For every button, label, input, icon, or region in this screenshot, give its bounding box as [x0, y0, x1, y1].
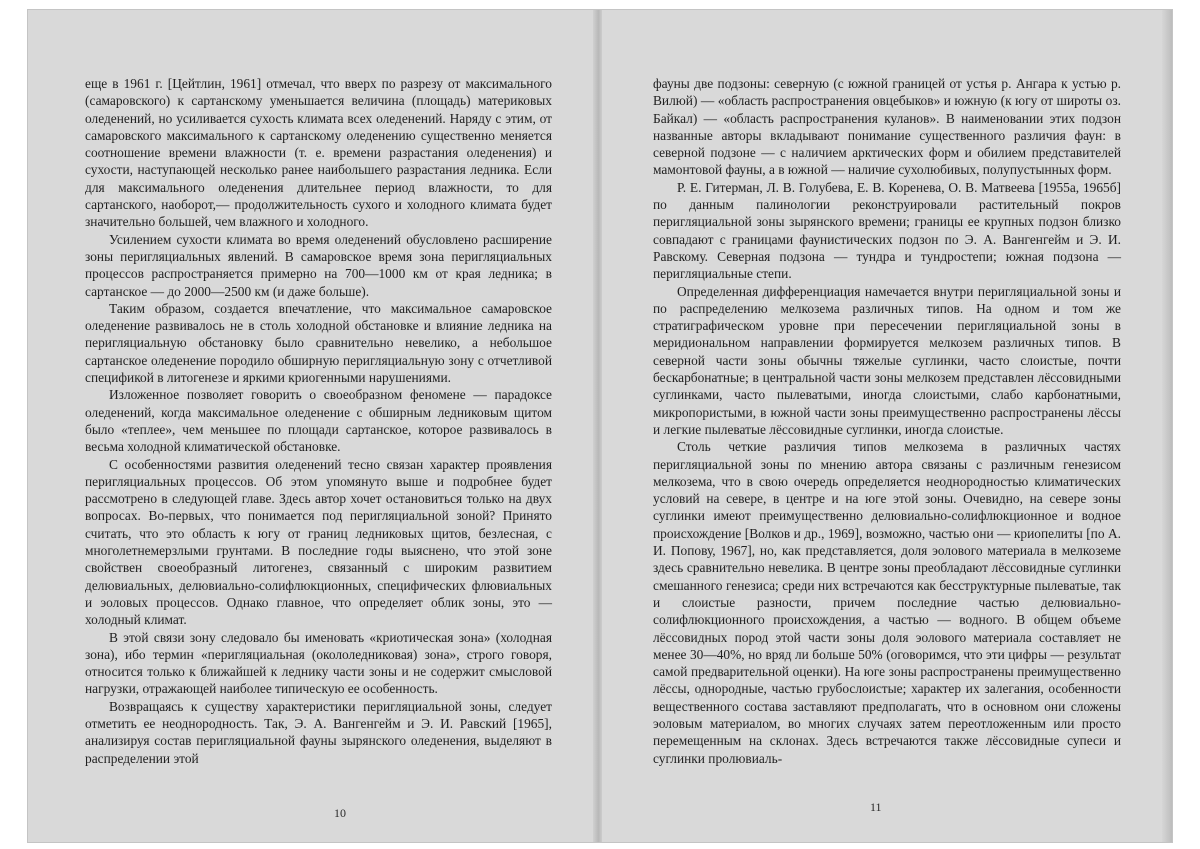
paragraph: Определенная дифференциация намечается внутри перигляциальной зоны и по распределению мелкозема различных типов. На одном и том же стратиграфическом уровне при пересечении перигляциальной зоны в меридиональном направлении формируется мелкозем различных типов. В северной части зоны обычны тяжелые суглинки, часто слоистые, почти бескарбонатные; в центральной части зоны мелкозем представлен лёссовидными суглинками, часто пылеватыми, иногда слоистыми, слабо карбонатными, микропористыми, в южной части зоны преимущественно распространены лёссы и легкие пылеватые лёссовидные суглинки, иногда слоистые.: [653, 283, 1121, 437]
paragraph: Столь четкие различия типов мелкозема в различных частях перигляциальной зоны по мнению автора связаны с различным генезисом мелкозема, что в свою очередь определяется неоднородностью климатических условий на севере, в центре и на юге этой зоны. Очевидно, на севере зоны суглинки имеют преимущественно делювиально-солифлюкционное и водное происхождение [Волков и др., 1969], возможно, частью они — криопелиты [по А. И. Попову, 1967], но, как представляется, доля эолового материала в мелкоземе здесь сравнительно невелика. В центре зоны преобладают лёссовидные суглинки смешанного генезиса; среди них встречаются как бесструктурные пылеватые, так и слоистые разности, причем последние частью делювиально-солифлюкционного происхождения, а частью — водного. В общем объеме лёссовидных пород этой части зоны доля эолового материала составляет не менее 30—40%, но вряд ли больше 50% (оговоримся, что эти цифры — результат самой предварительной оценки). На юге зоны распространены преимущественно лёссы, однородные, частью грубослоистые; характер их залегания, особенности вещественного состава заставляют предполагать, что в основном они сложены эоловым материалом, во многих случаях затем переотложенным или просто перемещенным на склонах. Здесь встречаются также лёссовидные супеси и суглинки пролювиаль-: [653, 439, 1121, 766]
paragraph: Таким образом, создается впечатление, что максимальное самаровское оледенение развивалось не в столь холодной обстановке и влияние ледника на перигляциальную обстановку было сравнительно невелико, а небольшое сартанское оледенение породило обширную перигляциальную зону с отчетливой спецификой в литогенезе и яркими криогенными нарушениями.: [85, 300, 552, 386]
book-spread: [28, 10, 1172, 842]
paragraph: еще в 1961 г. [Цейтлин, 1961] отмечал, что вверх по разрезу от максимального (самаровского) к сартанскому уменьшается величина (площадь) материковых оледенений, но усиливается сухость климата всех оледенений. Наряду с этим, от самаровского максимального к сартанскому оледенению существенно меняется соотношение времени влажности (т. е. времени разрастания оледенения) и сухости, наступающей несколько ранее наибольшего разрастания ледника. Если для максимального оледенения длительнее период влажности, то для сартанского, наоборот,— продолжительность сухого и холодного климата будет значительно большей, чем влажного и холодного.: [85, 76, 552, 230]
paragraph: С особенностями развития оледенений тесно связан характер проявления перигляциальных процессов. Об этом упомянуто выше и подробнее будет рассмотрено в следующей главе. Здесь автор хочет остановиться только на двух вопросах. Во-первых, что понимается под перигляциальной зоной? Принято считать, что это область к югу от границ ледниковых щитов, безлесная, с многолетнемерзлыми грунтами. В последние годы выяснено, что этой зоне свойствен своеобразный литогенез, связанный с широким развитием делювиальных, делювиально-солифлюкционных, специфических флювиальных и эоловых процессов. Однако главное, что определяет облик зоны, это — холодный климат.: [85, 456, 552, 628]
paragraph: Усилением сухости климата во время оледенений обусловлено расширение зоны перигляциальных явлений. В самаровское время зона перигляциальных процессов распространяется примерно на 700—1000 км от края ледника; в сартанское — до 2000—2500 км (и даже больше).: [85, 231, 552, 299]
paragraph: Р. Е. Гитерман, Л. В. Голубева, Е. В. Коренева, О. В. Матвеева [1955а, 1965б] по данным палинологии реконструировали растительный покров перигляциальной зоны зырянского времени; границы ее крупных подзон близко совпадают с границами фаунистических подзон по Э. А. Вангенгейм и Э. И. Равскому. Северная подзона — тундра и тундростепи; южная подзона — перигляциальные степи.: [653, 179, 1121, 282]
right-page-text: [653, 75, 1121, 767]
paragraph: В этой связи зону следовало бы именовать «криотическая зона» (холодная зона), ибо термин «перигляциальная (окололедниковая) зона», строго говоря, относится только к ближайшей к леднику части зоны и не содержит смысловой нагрузки, отражающей наиболее типическую ее особенность.: [85, 629, 552, 697]
paragraph: Возвращаясь к существу характеристики перигляциальной зоны, следует отметить ее неоднородность. Так, Э. А. Вангенгейм и Э. И. Равский [1965], анализируя состав перигляциальной фауны зырянского оледенения, выделяют в распределении этой: [85, 698, 552, 766]
paragraph: фауны две подзоны: северную (с южной границей от устья р. Ангара к устью р. Вилюй) — «область распространения овцебыков» и южную (к югу от широты оз. Байкал) — «область распространения куланов». В наименовании этих подзон названные авторы вкладывают понимание существенного различия фаун: в северной подзоне — с наличием арктических форм и обилием представителей мамонтовой фауны, а в южной — наличие сухолюбивых, полупустынных форм.: [653, 76, 1121, 178]
page-number: 10: [334, 806, 346, 820]
left-page-text: [85, 75, 552, 767]
paragraph: Изложенное позволяет говорить о своеобразном феномене — парадоксе оледенений, когда максимальное оледенение с обширным ледниковым щитом было «теплее», чем меньшее по площади сартанское, которое развивалось в весьма холодной климатической обстановке.: [85, 387, 552, 455]
page-edge-right: [1162, 10, 1172, 842]
right-page: [602, 10, 1172, 842]
page-number: 11: [870, 800, 882, 814]
left-page: [28, 10, 598, 842]
